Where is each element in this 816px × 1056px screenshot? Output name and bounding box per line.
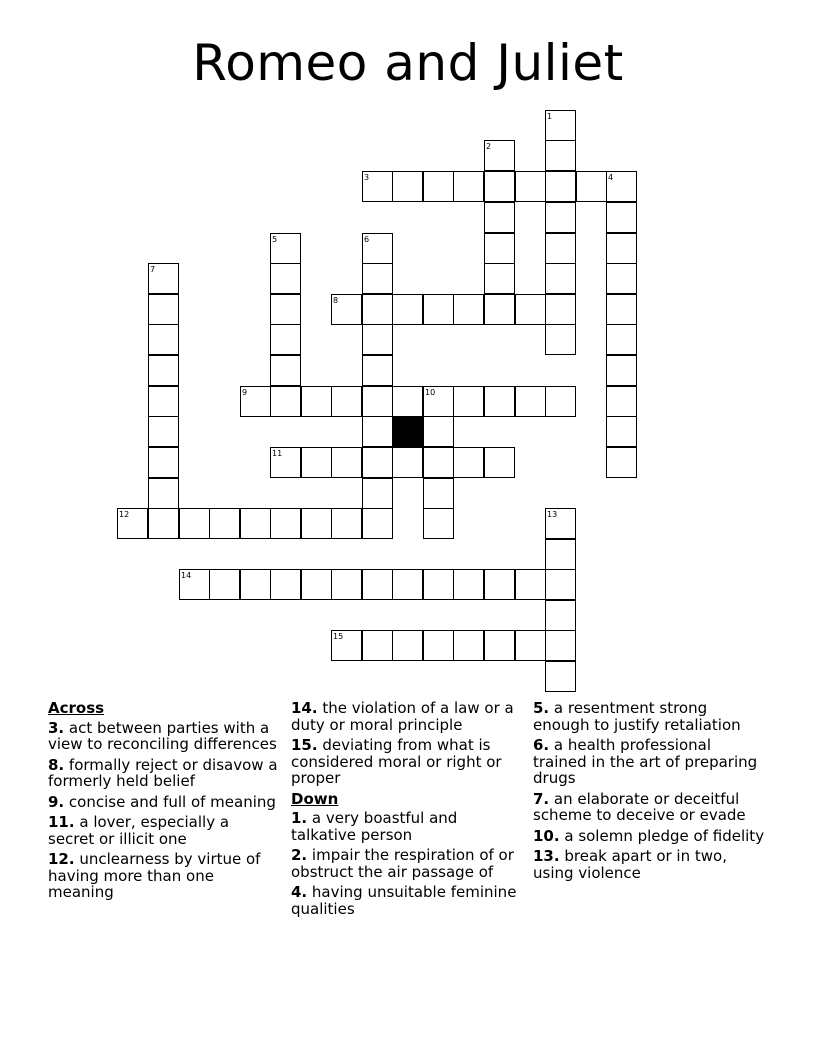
grid-cell[interactable] bbox=[606, 416, 637, 447]
cell-number: 8 bbox=[333, 296, 339, 305]
clues-column-1 bbox=[48, 700, 280, 905]
grid-cell[interactable] bbox=[545, 600, 576, 631]
clue-number: 13. bbox=[533, 847, 560, 865]
grid-cell[interactable] bbox=[545, 661, 576, 692]
down-clue-list bbox=[291, 810, 523, 917]
grid-cell[interactable] bbox=[545, 539, 576, 570]
clue bbox=[48, 757, 280, 790]
grid-cell[interactable] bbox=[209, 569, 240, 600]
grid-cell[interactable] bbox=[545, 140, 576, 171]
grid-cell[interactable] bbox=[423, 294, 454, 325]
clue-text: concise and full of meaning bbox=[68, 792, 276, 811]
clue-number: 15. bbox=[291, 736, 318, 754]
clue bbox=[291, 737, 523, 787]
grid-cell[interactable] bbox=[270, 508, 301, 539]
across-heading: Across bbox=[48, 699, 105, 717]
grid-cell[interactable] bbox=[270, 355, 301, 386]
clue-number: 4. bbox=[291, 883, 308, 901]
grid-cell[interactable] bbox=[270, 324, 301, 355]
clue-number: 1. bbox=[291, 809, 308, 827]
grid-cell[interactable] bbox=[362, 478, 393, 509]
clue-number: 2. bbox=[291, 846, 308, 864]
grid-cell[interactable] bbox=[362, 416, 393, 447]
cell-number: 13 bbox=[547, 510, 558, 519]
grid-cell[interactable] bbox=[515, 386, 546, 417]
grid-cell[interactable] bbox=[240, 569, 271, 600]
grid-cell[interactable] bbox=[453, 386, 484, 417]
cell-number: 3 bbox=[364, 173, 370, 182]
cell-number: 6 bbox=[364, 235, 370, 244]
cell-number: 7 bbox=[150, 265, 156, 274]
cell-number: 10 bbox=[425, 388, 436, 397]
clues-column-3 bbox=[533, 700, 768, 885]
grid-cell[interactable] bbox=[606, 202, 637, 233]
grid-cell[interactable] bbox=[545, 569, 576, 600]
grid-cell[interactable] bbox=[606, 233, 637, 264]
grid-cell[interactable] bbox=[362, 294, 393, 325]
clue-text: a resentment strong enough to justify retaliation bbox=[533, 699, 741, 734]
grid-cell[interactable] bbox=[392, 386, 423, 417]
grid-cell[interactable] bbox=[362, 324, 393, 355]
cell-number: 12 bbox=[119, 510, 130, 519]
clue bbox=[533, 737, 768, 787]
grid-cell[interactable] bbox=[362, 569, 393, 600]
grid-cell[interactable] bbox=[484, 630, 515, 661]
grid-cell[interactable] bbox=[545, 202, 576, 233]
clue-number: 6. bbox=[533, 736, 550, 754]
grid-cell[interactable] bbox=[423, 478, 454, 509]
clue bbox=[533, 791, 768, 824]
clue-text: a very boastful and talkative person bbox=[291, 809, 458, 844]
grid-cell[interactable] bbox=[484, 294, 515, 325]
grid-cell[interactable] bbox=[484, 171, 515, 202]
down-clue-list-continued bbox=[533, 700, 768, 881]
grid-cell[interactable] bbox=[240, 508, 271, 539]
grid-cell[interactable] bbox=[331, 569, 362, 600]
grid-cell[interactable] bbox=[301, 569, 332, 600]
clue bbox=[291, 700, 523, 733]
grid-cell[interactable] bbox=[148, 386, 179, 417]
grid-cell[interactable] bbox=[392, 171, 423, 202]
clue-number: 14. bbox=[291, 699, 318, 717]
clue-number: 12. bbox=[48, 850, 75, 868]
grid-cell[interactable] bbox=[453, 630, 484, 661]
grid-cell[interactable] bbox=[209, 508, 240, 539]
grid-cell[interactable] bbox=[453, 294, 484, 325]
down-heading: Down bbox=[291, 789, 339, 808]
grid-cell[interactable] bbox=[453, 171, 484, 202]
clue-text: a lover, especially a secret or illicit one bbox=[48, 813, 230, 848]
grid-cell[interactable] bbox=[148, 478, 179, 509]
grid-cell[interactable] bbox=[362, 386, 393, 417]
clue bbox=[48, 814, 280, 847]
clue bbox=[533, 828, 768, 845]
grid-cell[interactable] bbox=[423, 447, 454, 478]
grid-block bbox=[392, 416, 423, 447]
grid-cell[interactable] bbox=[301, 508, 332, 539]
clue-number: 3. bbox=[48, 718, 65, 737]
clue-text: the violation of a law or a duty or moral principle bbox=[291, 699, 514, 734]
grid-cell[interactable] bbox=[270, 294, 301, 325]
grid-cell[interactable] bbox=[545, 294, 576, 325]
grid-cell[interactable] bbox=[545, 263, 576, 294]
grid-cell[interactable] bbox=[423, 630, 454, 661]
grid-cell[interactable] bbox=[545, 386, 576, 417]
clue-text: an elaborate or deceitful scheme to deceive or evade bbox=[533, 789, 746, 824]
grid-cell[interactable] bbox=[331, 508, 362, 539]
grid-cell[interactable] bbox=[606, 294, 637, 325]
cell-number: 15 bbox=[333, 632, 344, 641]
clues-column-2 bbox=[291, 700, 523, 921]
clue bbox=[291, 810, 523, 843]
grid-cell[interactable] bbox=[484, 386, 515, 417]
grid-cell[interactable] bbox=[148, 294, 179, 325]
grid-cell[interactable] bbox=[392, 569, 423, 600]
grid-cell[interactable] bbox=[606, 386, 637, 417]
grid-cell[interactable] bbox=[392, 630, 423, 661]
clue-text: act between parties with a view to reconciling differences bbox=[48, 718, 277, 753]
clue bbox=[291, 884, 523, 917]
grid-cell[interactable] bbox=[362, 508, 393, 539]
grid-cell[interactable] bbox=[270, 386, 301, 417]
grid-cell[interactable] bbox=[453, 447, 484, 478]
grid-cell[interactable] bbox=[545, 233, 576, 264]
grid-cell[interactable] bbox=[515, 171, 546, 202]
clue-text: deviating from what is considered moral or right or proper bbox=[291, 736, 502, 787]
grid-cell[interactable] bbox=[515, 630, 546, 661]
cell-number: 4 bbox=[608, 173, 614, 182]
grid-cell[interactable] bbox=[606, 447, 637, 478]
grid-cell[interactable] bbox=[148, 447, 179, 478]
cell-number: 9 bbox=[242, 388, 248, 397]
grid-cell[interactable] bbox=[515, 569, 546, 600]
grid-cell[interactable] bbox=[484, 569, 515, 600]
cell-number: 1 bbox=[547, 112, 553, 121]
grid-cell[interactable] bbox=[331, 386, 362, 417]
clue-number: 7. bbox=[533, 789, 550, 808]
clue-text: unclearness by virtue of having more than one meaning bbox=[48, 850, 261, 901]
grid-cell[interactable] bbox=[362, 355, 393, 386]
grid-cell[interactable] bbox=[148, 416, 179, 447]
clue-number: 8. bbox=[48, 755, 65, 774]
grid-cell[interactable] bbox=[301, 447, 332, 478]
grid-cell[interactable] bbox=[148, 508, 179, 539]
clue-text: a health professional trained in the art of preparing drugs bbox=[533, 736, 758, 787]
grid-cell[interactable] bbox=[484, 233, 515, 264]
cell-number: 5 bbox=[272, 235, 278, 244]
grid-cell[interactable] bbox=[545, 324, 576, 355]
grid-cell[interactable] bbox=[148, 324, 179, 355]
cell-number: 2 bbox=[486, 142, 492, 151]
grid-cell[interactable] bbox=[270, 569, 301, 600]
grid-cell[interactable] bbox=[331, 447, 362, 478]
grid-cell[interactable] bbox=[362, 447, 393, 478]
grid-cell[interactable] bbox=[576, 171, 607, 202]
grid-cell[interactable] bbox=[362, 263, 393, 294]
clue-text: break apart or in two, using violence bbox=[533, 847, 727, 882]
clue-number: 5. bbox=[533, 699, 550, 717]
grid-cell[interactable] bbox=[545, 171, 576, 202]
grid-cell[interactable] bbox=[362, 630, 393, 661]
clue-text: having unsuitable feminine qualities bbox=[291, 883, 517, 918]
grid-cell[interactable] bbox=[515, 294, 546, 325]
clue bbox=[48, 851, 280, 901]
grid-cell[interactable] bbox=[423, 508, 454, 539]
cell-number: 14 bbox=[181, 571, 192, 580]
grid-cell[interactable] bbox=[301, 386, 332, 417]
grid-cell[interactable] bbox=[453, 569, 484, 600]
page-title: Romeo and Juliet bbox=[192, 34, 624, 92]
grid-cell[interactable] bbox=[423, 569, 454, 600]
clue-text: impair the respiration of or obstruct the air passage of bbox=[291, 846, 514, 881]
grid-cell[interactable] bbox=[606, 263, 637, 294]
clue-number: 10. bbox=[533, 826, 560, 845]
grid-cell[interactable] bbox=[179, 508, 210, 539]
grid-cell[interactable] bbox=[148, 355, 179, 386]
grid-cell[interactable] bbox=[606, 324, 637, 355]
clue bbox=[291, 847, 523, 880]
across-clue-list bbox=[48, 720, 280, 901]
grid-cell[interactable] bbox=[423, 171, 454, 202]
clue bbox=[533, 848, 768, 881]
grid-cell[interactable] bbox=[270, 263, 301, 294]
grid-cell[interactable] bbox=[484, 263, 515, 294]
grid-cell[interactable] bbox=[484, 447, 515, 478]
grid-cell[interactable] bbox=[484, 202, 515, 233]
cell-number: 11 bbox=[272, 449, 283, 458]
clue bbox=[48, 720, 280, 753]
grid-cell[interactable] bbox=[392, 294, 423, 325]
clue-number: 9. bbox=[48, 792, 65, 811]
across-clue-list-continued bbox=[291, 700, 523, 787]
clue-text: formally reject or disavow a formerly held belief bbox=[48, 755, 278, 790]
clue bbox=[533, 700, 768, 733]
grid-cell[interactable] bbox=[606, 355, 637, 386]
clue-number: 11. bbox=[48, 813, 75, 831]
clue bbox=[48, 794, 280, 811]
grid-cell[interactable] bbox=[392, 447, 423, 478]
grid-cell[interactable] bbox=[545, 630, 576, 661]
grid-cell[interactable] bbox=[423, 416, 454, 447]
clue-text: a solemn pledge of fidelity bbox=[564, 826, 765, 845]
